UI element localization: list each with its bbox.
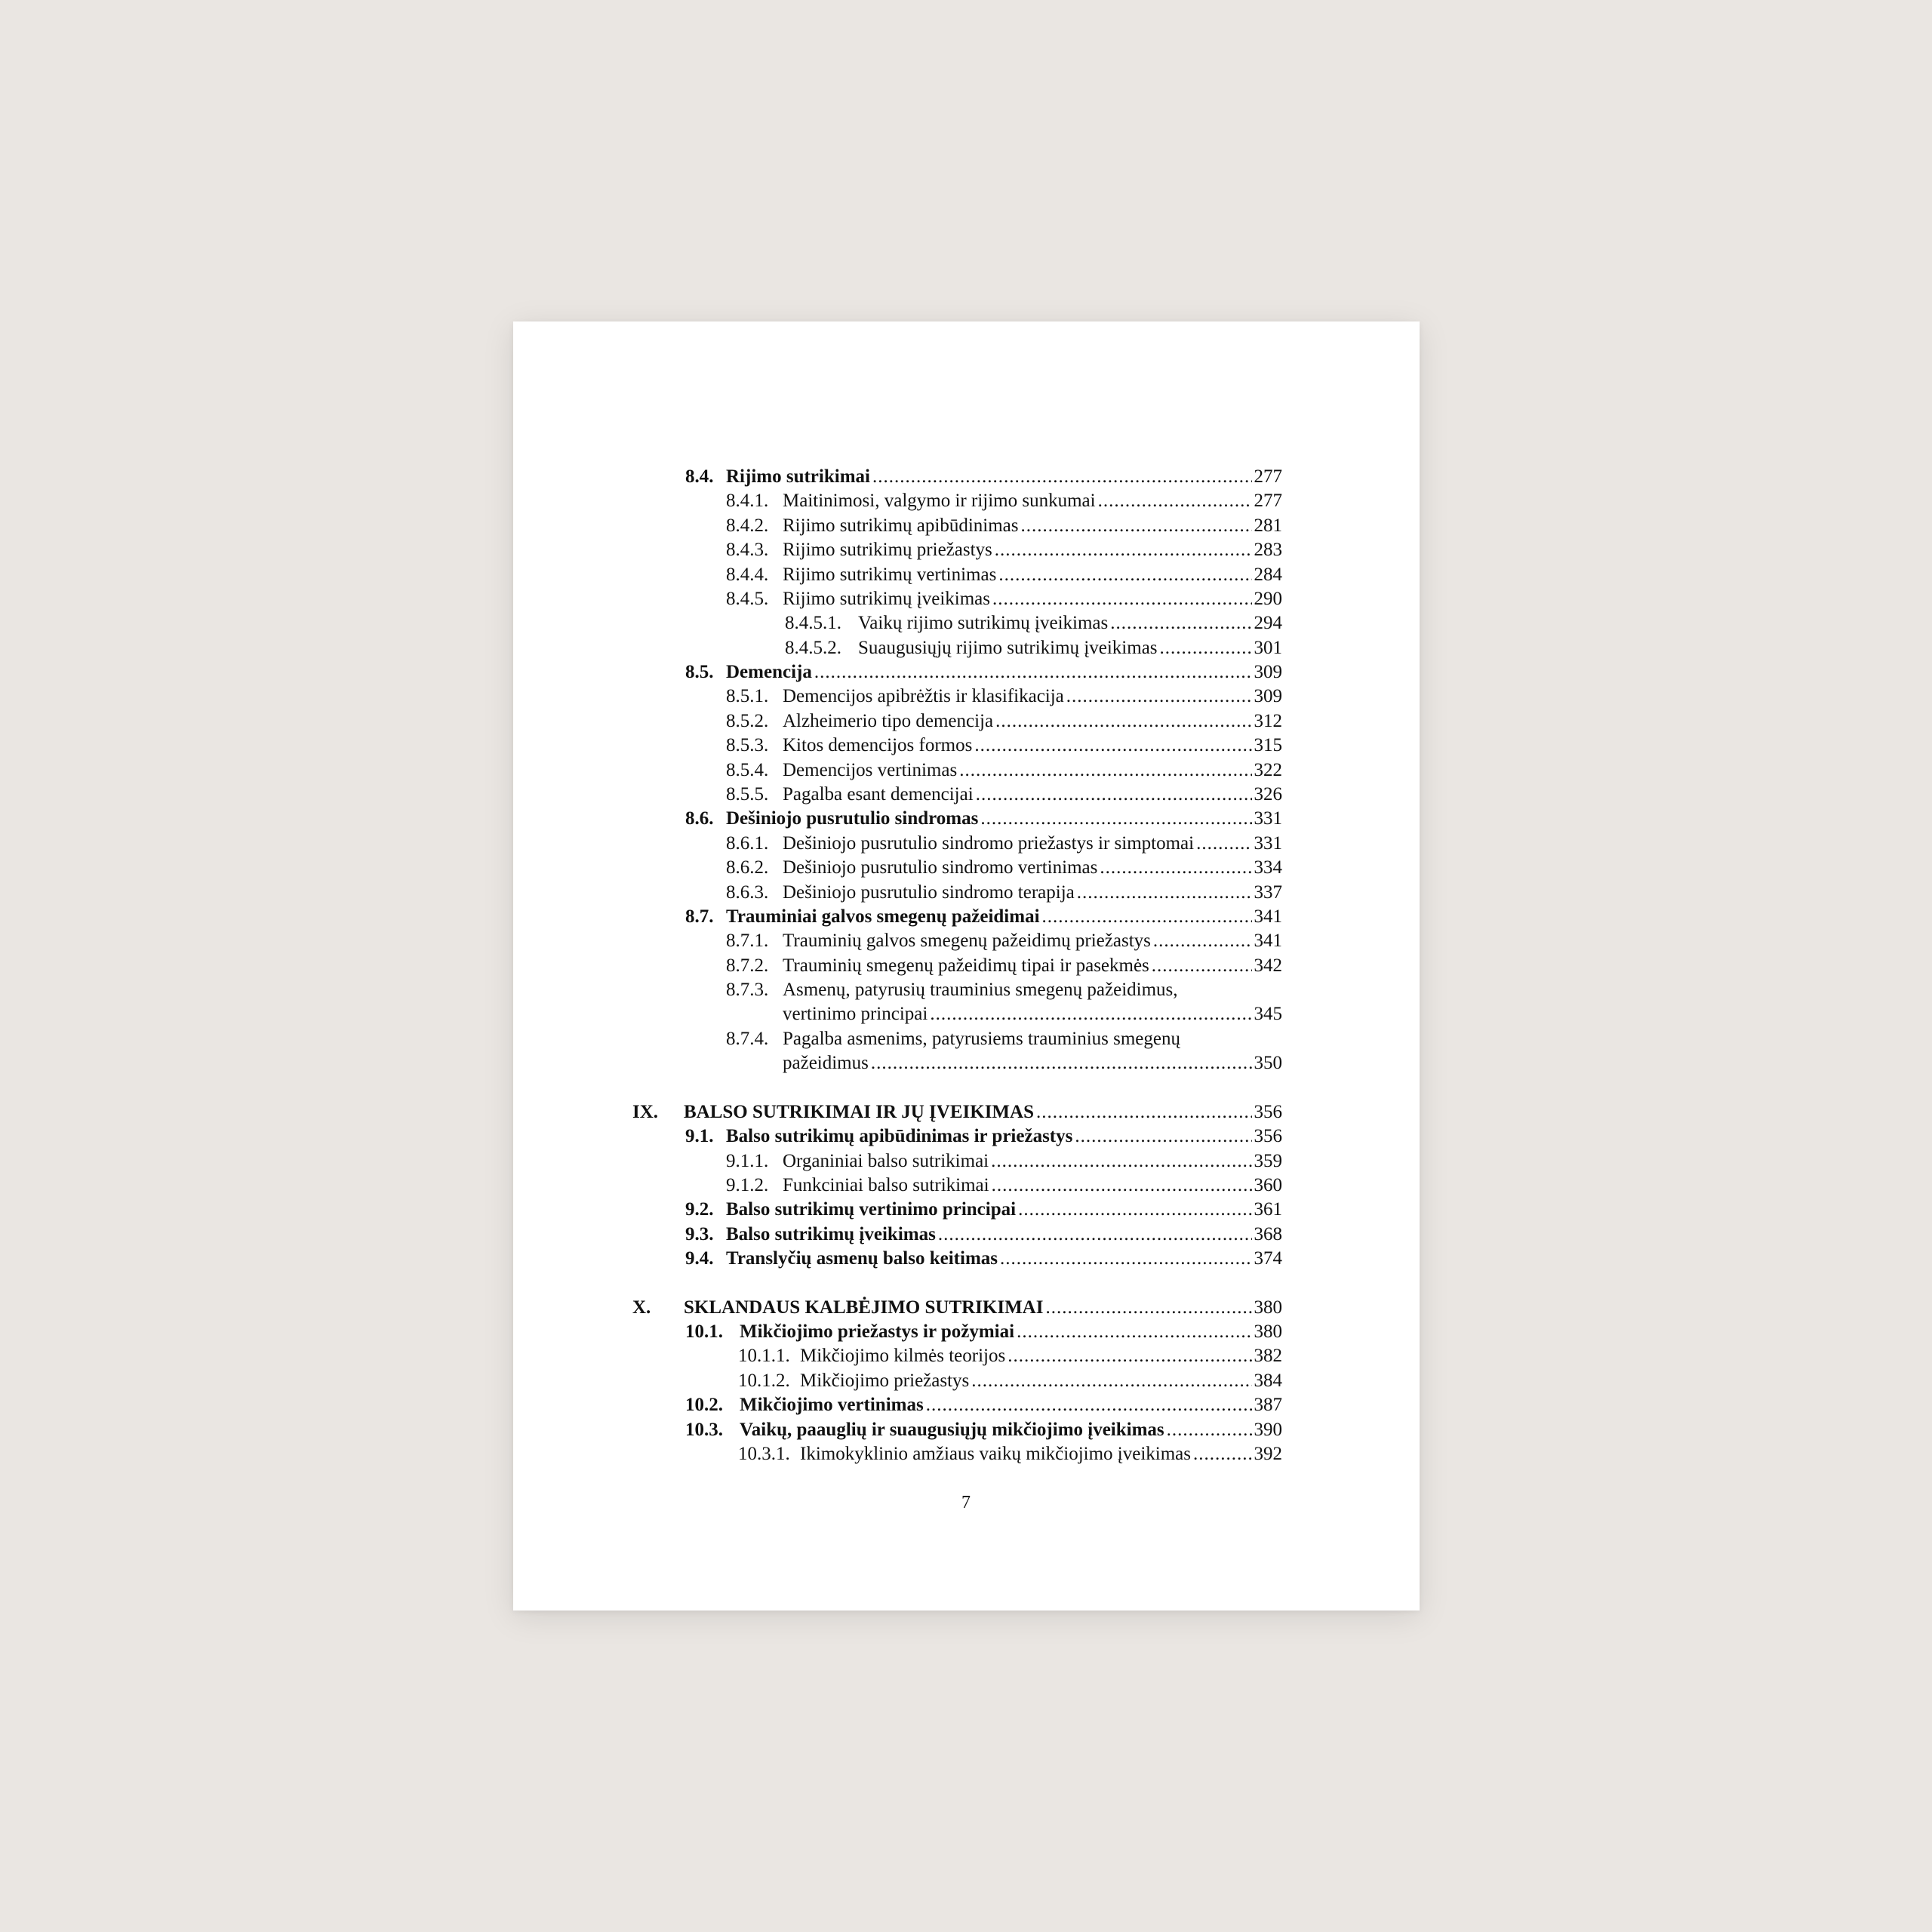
dot-leader xyxy=(1066,685,1252,709)
toc-entry-title: Kitos demencijos formos xyxy=(783,735,973,755)
toc-entry-title: Dešiniojo pusrutulio sindromas xyxy=(726,808,979,829)
toc-entry-number: 8.4. xyxy=(685,466,714,487)
toc-entry-number: 8.7.3. xyxy=(726,980,769,1000)
dot-leader xyxy=(980,807,1251,831)
toc-entry-number: IX. xyxy=(632,1102,659,1122)
dot-leader xyxy=(926,1393,1252,1417)
toc-entry-title: Dešiniojo pusrutulio sindromo priežastys ir simptomai xyxy=(783,833,1195,854)
toc-entry-page: 356 xyxy=(1254,1102,1282,1122)
toc-entry[interactable] xyxy=(726,856,1282,880)
dot-leader xyxy=(938,1223,1252,1247)
toc-entry-page: 368 xyxy=(1254,1224,1282,1244)
dot-leader xyxy=(872,465,1252,489)
toc-entry-number: 8.5. xyxy=(685,662,714,682)
toc-entry-page: 290 xyxy=(1254,589,1282,609)
toc-entry-number: 10.1.2. xyxy=(738,1371,790,1391)
toc-entry-title: Demencija xyxy=(726,662,812,682)
toc-entry-page: 384 xyxy=(1254,1371,1282,1391)
toc-entry-number: 8.5.3. xyxy=(726,735,769,755)
toc-entry-page: 309 xyxy=(1254,686,1282,706)
toc-entry-number: 9.1.2. xyxy=(726,1175,769,1195)
toc-entry-number: 8.7.4. xyxy=(726,1029,769,1049)
toc-entry-page: 350 xyxy=(1254,1053,1282,1073)
toc-entry[interactable] xyxy=(685,1124,1282,1149)
toc-entry[interactable] xyxy=(685,660,1282,685)
toc-entry-page: 337 xyxy=(1254,882,1282,903)
toc-entry[interactable] xyxy=(726,783,1282,807)
toc-entry-page: 322 xyxy=(1254,760,1282,780)
toc-entry-title: Dešiniojo pusrutulio sindromo vertinimas xyxy=(783,857,1098,878)
toc-entry-title: Vaikų rijimo sutrikimų įveikimas xyxy=(858,613,1109,633)
toc-entry-number: 10.3.1. xyxy=(738,1444,790,1464)
toc-entry-page: 334 xyxy=(1254,857,1282,878)
toc-entry-title: Ikimokyklinio amžiaus vaikų mikčiojimo įveikimas xyxy=(800,1444,1191,1464)
toc-entry-title: Demencijos vertinimas xyxy=(783,760,958,780)
toc-entry[interactable] xyxy=(785,611,1282,635)
dot-leader xyxy=(1017,1320,1251,1344)
toc-entry-page: 312 xyxy=(1254,711,1282,731)
dot-leader xyxy=(1098,489,1252,513)
toc-entry-page: 277 xyxy=(1254,491,1282,511)
toc-entry-title: vertinimo principai xyxy=(783,1004,928,1024)
toc-entry-page: 387 xyxy=(1254,1395,1282,1415)
toc-entry-number: 9.1.1. xyxy=(726,1151,769,1171)
dot-leader xyxy=(1036,1100,1252,1124)
toc-entry-page: 361 xyxy=(1254,1199,1282,1220)
toc-entry-number: 9.2. xyxy=(685,1199,714,1220)
toc-entry-title: Balso sutrikimų įveikimas xyxy=(726,1224,936,1244)
dot-leader xyxy=(1021,514,1252,538)
toc-entry-title: SKLANDAUS KALBĖJIMO SUTRIKIMAI xyxy=(684,1297,1044,1318)
toc-entry-number: 8.6. xyxy=(685,808,714,829)
dot-leader xyxy=(992,1174,1252,1198)
toc-entry-title: Mikčiojimo priežastys xyxy=(800,1371,970,1391)
toc-entry-number: 8.7.1. xyxy=(726,931,769,951)
toc-entry-number: 8.6.1. xyxy=(726,833,769,854)
toc-entry-title: Translyčių asmenų balso keitimas xyxy=(726,1248,998,1269)
toc-entry[interactable] xyxy=(785,636,1282,660)
toc-entry-number: 10.3. xyxy=(685,1420,723,1440)
dot-leader xyxy=(1042,905,1252,929)
toc-entry-page: 331 xyxy=(1254,808,1282,829)
dot-leader xyxy=(959,758,1251,783)
toc-entry-title: Trauminiai galvos smegenų pažeidimai xyxy=(726,906,1040,927)
toc-entry[interactable] xyxy=(726,563,1282,587)
toc-entry-page: 359 xyxy=(1254,1151,1282,1171)
page-number: 7 xyxy=(961,1493,971,1512)
toc-entry[interactable] xyxy=(726,954,1282,978)
toc-entry-title: Balso sutrikimų vertinimo principai xyxy=(726,1199,1017,1220)
toc-entry-page: 360 xyxy=(1254,1175,1282,1195)
dot-leader xyxy=(974,734,1251,758)
toc-entry-page: 315 xyxy=(1254,735,1282,755)
toc-entry[interactable] xyxy=(726,1002,1282,1026)
toc-entry[interactable] xyxy=(726,538,1282,562)
book-page xyxy=(513,321,1420,1611)
toc-entry-title: Alzheimerio tipo demencija xyxy=(783,711,994,731)
toc-entry[interactable] xyxy=(685,1418,1282,1442)
toc-entry-page: 342 xyxy=(1254,955,1282,976)
toc-entry-number: 8.4.5.1. xyxy=(785,613,841,633)
dot-leader xyxy=(1077,881,1252,905)
toc-entry-page: 345 xyxy=(1254,1004,1282,1024)
dot-leader xyxy=(1110,611,1251,635)
toc-entry-page: 294 xyxy=(1254,613,1282,633)
toc-entry-number: 10.1. xyxy=(685,1321,723,1342)
toc-entry[interactable] xyxy=(726,1149,1282,1174)
dot-leader xyxy=(998,563,1251,587)
dot-leader xyxy=(871,1051,1252,1075)
dot-leader xyxy=(991,1149,1251,1174)
toc-entry-number: 8.6.2. xyxy=(726,857,769,878)
toc-entry[interactable] xyxy=(632,1296,1282,1320)
toc-entry[interactable] xyxy=(726,1051,1282,1075)
dot-leader xyxy=(1167,1418,1252,1442)
toc-entry-number: 8.6.3. xyxy=(726,882,769,903)
dot-leader xyxy=(1160,636,1252,660)
toc-entry-title: Maitinimosi, valgymo ir rijimo sunkumai xyxy=(783,491,1096,511)
dot-leader xyxy=(995,538,1252,562)
toc-entry-title: Balso sutrikimų apibūdinimas ir priežastys xyxy=(726,1126,1073,1146)
toc-entry[interactable] xyxy=(632,1100,1282,1124)
toc-entry-title: Suaugusiųjų rijimo sutrikimų įveikimas xyxy=(858,638,1158,658)
toc-entry-number: 9.1. xyxy=(685,1126,714,1146)
toc-entry[interactable] xyxy=(685,807,1282,831)
dot-leader xyxy=(995,709,1251,734)
toc-entry-number: 8.4.4. xyxy=(726,565,769,585)
toc-entry-number: 10.2. xyxy=(685,1395,723,1415)
toc-entry-number: 9.4. xyxy=(685,1248,714,1269)
toc-entry-page: 392 xyxy=(1254,1444,1282,1464)
toc-entry-number: 8.7. xyxy=(685,906,714,927)
toc-entry-title: Asmenų, patyrusių trauminius smegenų pažeidimus, xyxy=(783,980,1178,1000)
toc-entry-page: 331 xyxy=(1254,833,1282,854)
toc-entry[interactable] xyxy=(685,905,1282,929)
toc-entry-title: Rijimo sutrikimų priežastys xyxy=(783,540,992,560)
toc-entry-title: Mikčiojimo priežastys ir požymiai xyxy=(740,1321,1015,1342)
toc-entry-page: 390 xyxy=(1254,1420,1282,1440)
toc-entry[interactable] xyxy=(726,832,1282,856)
toc-entry-title: Demencijos apibrėžtis ir klasifikacija xyxy=(783,686,1064,706)
toc-entry-title: Pagalba esant demencijai xyxy=(783,784,974,804)
toc-entry-title: Mikčiojimo vertinimas xyxy=(740,1395,924,1415)
toc-entry-page: 356 xyxy=(1254,1126,1282,1146)
toc-entry-page: 301 xyxy=(1254,638,1282,658)
toc-entry[interactable] xyxy=(685,1320,1282,1344)
dot-leader xyxy=(1000,1247,1252,1271)
toc-entry[interactable] xyxy=(738,1344,1282,1368)
dot-leader xyxy=(1152,954,1252,978)
dot-leader xyxy=(1018,1198,1251,1222)
toc-entry-number: 10.1.1. xyxy=(738,1346,790,1366)
toc-entry[interactable] xyxy=(738,1369,1282,1393)
toc-entry[interactable] xyxy=(685,1223,1282,1247)
table-of-contents xyxy=(513,321,1420,1611)
toc-entry-page: 284 xyxy=(1254,565,1282,585)
toc-entry-title: Mikčiojimo kilmės teorijos xyxy=(800,1346,1006,1366)
toc-entry[interactable] xyxy=(726,1174,1282,1198)
dot-leader xyxy=(971,1369,1251,1393)
toc-entry-page: 283 xyxy=(1254,540,1282,560)
dot-leader xyxy=(930,1002,1251,1026)
dot-leader xyxy=(1193,1442,1252,1466)
toc-entry[interactable] xyxy=(726,1027,1282,1051)
toc-entry-title: Dešiniojo pusrutulio sindromo terapija xyxy=(783,882,1075,903)
toc-entry-page: 380 xyxy=(1254,1297,1282,1318)
toc-entry-number: 8.4.2. xyxy=(726,515,769,536)
toc-entry[interactable] xyxy=(726,978,1282,1002)
toc-entry[interactable] xyxy=(726,758,1282,783)
dot-leader xyxy=(1008,1344,1251,1368)
toc-entry[interactable] xyxy=(726,685,1282,709)
dot-leader xyxy=(1153,929,1252,953)
toc-entry-page: 281 xyxy=(1254,515,1282,536)
toc-entry-title: Pagalba asmenims, patyrusiems trauminius smegenų xyxy=(783,1029,1180,1049)
toc-entry-number: 8.4.5.2. xyxy=(785,638,841,658)
toc-entry-number: 8.5.2. xyxy=(726,711,769,731)
toc-entry-number: 8.4.3. xyxy=(726,540,769,560)
toc-entry-page: 326 xyxy=(1254,784,1282,804)
dot-leader xyxy=(814,660,1252,685)
dot-leader xyxy=(1045,1296,1251,1320)
toc-entry[interactable] xyxy=(726,881,1282,905)
dot-leader xyxy=(976,783,1252,807)
dot-leader xyxy=(1075,1124,1251,1149)
dot-leader xyxy=(992,587,1252,611)
dot-leader xyxy=(1196,832,1251,856)
toc-entry-number: 8.7.2. xyxy=(726,955,769,976)
toc-entry[interactable] xyxy=(685,1247,1282,1271)
toc-entry[interactable] xyxy=(726,929,1282,953)
toc-entry-title: Vaikų, paauglių ir suaugusiųjų mikčiojimo įveikimas xyxy=(740,1420,1164,1440)
toc-entry-title: Organiniai balso sutrikimai xyxy=(783,1151,989,1171)
toc-entry-number: 9.3. xyxy=(685,1224,714,1244)
dot-leader xyxy=(1100,856,1251,880)
toc-entry[interactable] xyxy=(685,1198,1282,1222)
toc-entry-page: 374 xyxy=(1254,1248,1282,1269)
toc-entry-title: pažeidimus xyxy=(783,1053,869,1073)
toc-entry-number: 8.5.4. xyxy=(726,760,769,780)
toc-entry-title: Trauminių smegenų pažeidimų tipai ir pasekmės xyxy=(783,955,1149,976)
toc-entry[interactable] xyxy=(685,1393,1282,1417)
toc-entry-title: Funkciniai balso sutrikimai xyxy=(783,1175,989,1195)
toc-entry[interactable] xyxy=(726,734,1282,758)
toc-entry-title: Rijimo sutrikimų apibūdinimas xyxy=(783,515,1019,536)
toc-entry[interactable] xyxy=(685,465,1282,489)
toc-entry-number: 8.5.1. xyxy=(726,686,769,706)
toc-entry[interactable] xyxy=(726,709,1282,734)
toc-entry-page: 341 xyxy=(1254,931,1282,951)
toc-entry-number: X. xyxy=(632,1297,651,1318)
toc-entry-number: 8.5.5. xyxy=(726,784,769,804)
toc-entry-page: 309 xyxy=(1254,662,1282,682)
toc-entry-page: 382 xyxy=(1254,1346,1282,1366)
toc-entry-title: Trauminių galvos smegenų pažeidimų priežastys xyxy=(783,931,1151,951)
toc-entry[interactable] xyxy=(726,514,1282,538)
toc-entry-title: Rijimo sutrikimai xyxy=(726,466,870,487)
toc-entry-number: 8.4.1. xyxy=(726,491,769,511)
toc-entry[interactable] xyxy=(726,587,1282,611)
toc-entry[interactable] xyxy=(738,1442,1282,1466)
toc-entry-page: 380 xyxy=(1254,1321,1282,1342)
toc-entry-number: 8.4.5. xyxy=(726,589,769,609)
toc-entry-title: Rijimo sutrikimų įveikimas xyxy=(783,589,990,609)
toc-entry-title: BALSO SUTRIKIMAI IR JŲ ĮVEIKIMAS xyxy=(684,1102,1034,1122)
toc-entry-page: 277 xyxy=(1254,466,1282,487)
toc-entry[interactable] xyxy=(726,489,1282,513)
toc-entry-title: Rijimo sutrikimų vertinimas xyxy=(783,565,997,585)
toc-entry-page: 341 xyxy=(1254,906,1282,927)
